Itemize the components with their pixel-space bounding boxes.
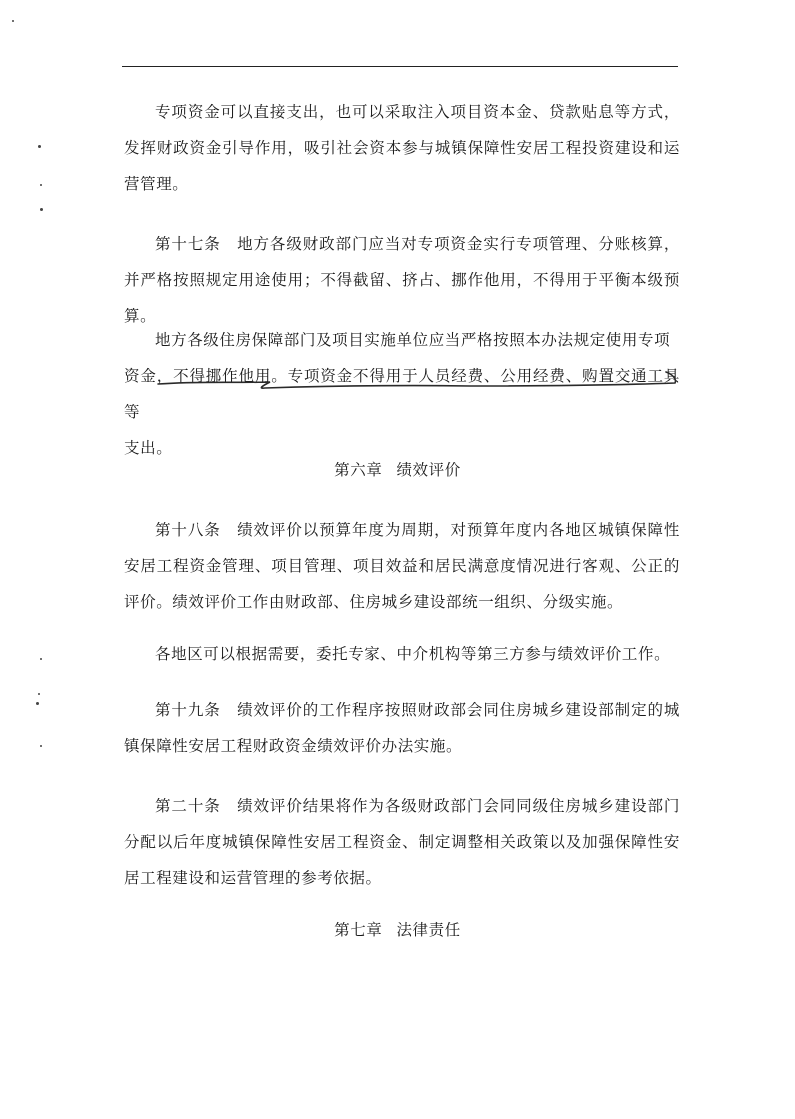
paragraph-third-party: 各地区可以根据需要，委托专家、中介机构等第三方参与绩效评价工作。 [155,645,671,663]
chapter-number: 第六章 [334,461,383,479]
chapter-title: 绩效评价 [396,461,461,479]
chapter-number: 第七章 [334,921,383,939]
scan-speck [38,693,40,695]
scan-speck [40,208,43,211]
scan-speck [12,20,14,22]
scan-speck [36,702,39,705]
paragraph-housing-dept [124,322,680,466]
scan-speck [40,745,42,747]
paragraph-article-19: 第十九条 绩效评价的工作程序按照财政部会同住房城乡建设部制定的城镇保障性安居工程财政资金绩效评价办法实施。 [124,701,680,755]
paragraph-line: 支出。 [124,439,173,457]
chapter-7-heading [0,918,795,940]
chapter-title: 法律责任 [396,921,461,939]
header-rule [122,66,678,67]
scan-speck [40,658,42,660]
paragraph-article-18: 第十八条 绩效评价以预算年度为周期，对预算年度内各地区城镇保障性安居工程资金管理、项目管理、项目效益和居民满意度情况进行客观、公正的评价。绩效评价工作由财政部、住房城乡建设部统一组织、分级实施。 [124,521,680,611]
chapter-6-heading [0,458,795,480]
scan-speck [38,145,41,148]
paragraph-article-20: 第二十条 绩效评价结果将作为各级财政部门会同同级住房城乡建设部门分配以后年度城镇保障性安居工程资金、制定调整相关政策以及加强保障性安居工程建设和运营管理的参考依据。 [124,797,680,887]
paragraph-fund-usage: 专项资金可以直接支出，也可以采取注入项目资本金、贷款贴息等方式，发挥财政资金引导作用，吸引社会资本参与城镇保障性安居工程投资建设和运营管理。 [124,103,680,193]
paragraph-line: 地方各级住房保障部门及项目实施单位应当严格按照本办法规定使用专项 [155,331,671,349]
paragraph-article-17: 第十七条 地方各级财政部门应当对专项资金实行专项管理、分账核算，并严格按照规定用途使用；不得截留、挤占、挪作他用，不得用于平衡本级预算。 [124,235,680,325]
scan-speck [40,184,42,186]
paragraph-line-underlined: 资金，不得挪作他用。专项资金不得用于人员经费、公用经费、购置交通工具等 [124,367,680,421]
